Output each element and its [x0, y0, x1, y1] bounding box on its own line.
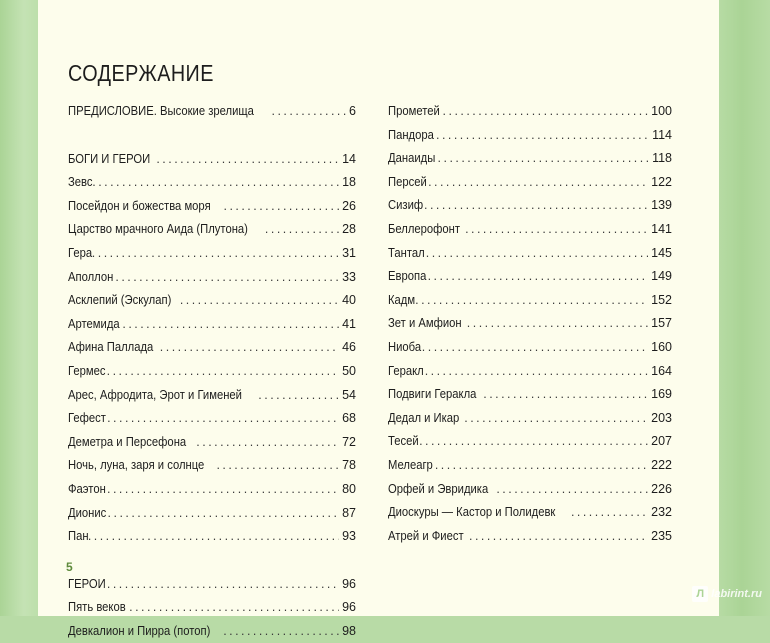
toc-leader-dots — [469, 525, 648, 549]
toc-entry — [388, 525, 672, 549]
toc-entry — [68, 148, 356, 172]
toc-entry — [68, 171, 356, 195]
toc-entry — [68, 336, 356, 360]
toc-entry-label: Беллерофонт — [388, 221, 461, 236]
toc-leader-dots — [443, 100, 649, 124]
toc-entry — [388, 407, 672, 431]
toc-leader-dots — [571, 501, 648, 525]
toc-leader-dots — [419, 430, 648, 454]
toc-leader-dots — [156, 148, 339, 172]
toc-entry-page: 139 — [651, 198, 672, 213]
toc-entry-page: 96 — [342, 576, 356, 591]
toc-entry-page: 160 — [651, 339, 672, 354]
toc-entry — [68, 525, 356, 549]
toc-entry — [68, 454, 356, 478]
toc-leader-dots — [160, 336, 339, 360]
toc-leader-dots — [435, 454, 648, 478]
toc-leader-dots — [436, 124, 649, 148]
toc-entry-label: Гермес — [68, 363, 106, 378]
toc-entry — [68, 266, 356, 290]
toc-entry-page: 87 — [342, 505, 356, 520]
toc-entry-label: Мелеагр — [388, 457, 433, 472]
toc-entry — [388, 147, 672, 171]
toc-entry — [388, 124, 672, 148]
toc-entry-page: 31 — [342, 245, 356, 260]
toc-entry-page: 235 — [651, 528, 672, 543]
toc-entry-page: 226 — [651, 481, 672, 496]
toc-leader-dots — [92, 171, 339, 195]
toc-entry-label: Пандора — [388, 127, 434, 142]
toc-entry-label: Тесей — [388, 434, 419, 449]
toc-entry-label: БОГИ И ГЕРОИ — [68, 151, 151, 166]
toc-entry-page: 54 — [342, 387, 356, 402]
toc-entry-page: 28 — [342, 222, 356, 237]
toc-entry — [388, 100, 672, 124]
toc-leader-dots — [107, 360, 339, 384]
toc-entry-page: 6 — [349, 104, 356, 118]
toc-entry-label: Дионис — [68, 505, 107, 520]
toc-entry — [388, 336, 672, 360]
toc-leader-dots — [438, 147, 650, 171]
watermark-text: labirint.ru — [711, 588, 762, 600]
page-number: 5 — [66, 560, 73, 574]
toc-entry — [388, 430, 672, 454]
toc-entry-label: Персей — [388, 174, 427, 189]
toc-entry — [388, 218, 672, 242]
toc-leader-dots — [223, 620, 339, 643]
toc-entry-page: 149 — [651, 269, 672, 284]
toc-leader-dots — [422, 336, 648, 360]
watermark-logo — [692, 586, 762, 602]
toc-leader-dots — [424, 194, 648, 218]
toc-leader-dots — [496, 478, 648, 502]
toc-entry-page: 114 — [652, 127, 672, 142]
toc-leader-dots — [467, 312, 648, 336]
toc-leader-dots — [92, 242, 339, 266]
toc-entry-label: Сизиф — [388, 198, 424, 213]
toc-entry-label: Девкалион и Пирра (потоп) — [68, 623, 211, 638]
toc-entry — [388, 265, 672, 289]
toc-gap — [68, 124, 356, 148]
toc-leader-dots — [426, 242, 648, 266]
toc-entry-label: Зет и Амфион — [388, 316, 462, 331]
toc-entry-label: Европа — [388, 269, 427, 284]
toc-entry-label: Кадм — [388, 292, 416, 307]
toc-entry-page: 141 — [651, 221, 672, 236]
toc-leader-dots — [107, 573, 339, 597]
toc-leader-dots — [415, 289, 648, 313]
toc-entry-page: 152 — [651, 292, 672, 307]
toc-entry — [68, 100, 356, 124]
toc-leader-dots — [428, 265, 649, 289]
toc-leader-dots — [483, 383, 648, 407]
toc-entry-page: 18 — [342, 175, 356, 190]
toc-entry-page: 40 — [342, 293, 356, 308]
toc-entry-page: 96 — [342, 600, 356, 615]
toc-entry-page: 232 — [651, 505, 672, 520]
toc-entry — [388, 383, 672, 407]
toc-leader-dots — [258, 384, 339, 408]
toc-entry-label: Гера — [68, 245, 93, 260]
toc-entry-label: Аполлон — [68, 269, 114, 284]
toc-entry-page: 78 — [342, 458, 356, 473]
toc-leader-dots — [196, 431, 339, 455]
toc-entry-page: 203 — [651, 410, 672, 425]
toc-entry-page: 41 — [342, 316, 356, 331]
toc-entry-page: 118 — [652, 151, 672, 166]
toc-entry-page: 122 — [651, 174, 672, 189]
toc-entry-page: 80 — [342, 481, 356, 496]
toc-entry — [68, 360, 356, 384]
toc-entry-label: Асклепий (Эскулап) — [68, 293, 172, 308]
toc-entry — [68, 195, 356, 219]
toc-entry — [388, 194, 672, 218]
toc-entry-label: Царство мрачного Аида (Плутона) — [68, 222, 248, 237]
toc-entry-page: 72 — [342, 434, 356, 449]
toc-entry — [68, 242, 356, 266]
toc-entry-label: Деметра и Персефона — [68, 434, 187, 449]
toc-leader-dots — [428, 171, 648, 195]
toc-leader-dots — [107, 478, 339, 502]
toc-leader-dots — [180, 289, 339, 313]
toc-entry — [68, 478, 356, 502]
toc-entry-page: 222 — [651, 457, 672, 472]
toc-entry-label: ГЕРОИ — [68, 576, 106, 591]
toc-entry — [388, 171, 672, 195]
toc-entry-label: Афина Паллада — [68, 340, 154, 355]
toc-leader-dots — [115, 266, 339, 290]
toc-entry-page: 164 — [651, 363, 672, 378]
toc-entry-page: 169 — [651, 387, 672, 402]
toc-entry-label: Артемида — [68, 316, 120, 331]
toc-entry — [68, 384, 356, 408]
book-page — [38, 0, 719, 638]
toc-leader-dots — [224, 195, 340, 219]
toc-leader-dots — [464, 407, 648, 431]
toc-entry-label: Орфей и Эвридика — [388, 481, 489, 496]
toc-entry-label: ПРЕДИСЛОВИЕ. Высокие зрелища — [68, 104, 254, 118]
toc-entry — [68, 407, 356, 431]
toc-entry-label: Диоскуры — Кастор и Полидевк — [388, 505, 556, 520]
toc-entry — [388, 360, 672, 384]
toc-entry — [388, 501, 672, 525]
toc-entry-page: 93 — [342, 529, 356, 544]
toc-entry — [68, 289, 356, 313]
toc-entry-label: Атрей и Фиест — [388, 528, 464, 543]
toc-entry — [388, 312, 672, 336]
toc-entry-page: 68 — [342, 411, 356, 426]
toc-entry — [68, 313, 356, 337]
toc-entry-label: Пан — [68, 529, 89, 544]
toc-leader-dots — [88, 525, 339, 549]
toc-leader-dots — [216, 454, 339, 478]
toc-entry-label: Геракл — [388, 363, 424, 378]
toc-leader-dots — [129, 596, 339, 620]
toc-entry — [388, 478, 672, 502]
toc-entry — [68, 573, 356, 597]
toc-entry-page: 157 — [651, 316, 672, 331]
toc-entry-page: 26 — [342, 198, 356, 213]
toc-entry-page: 145 — [651, 245, 672, 260]
toc-entry-label: Подвиги Геракла — [388, 387, 477, 402]
toc-entry-label: Зевс — [68, 175, 93, 190]
toc-gap — [68, 549, 356, 573]
toc-entry — [68, 502, 356, 526]
toc-leader-dots — [107, 407, 339, 431]
toc-entry-page: 50 — [342, 363, 356, 378]
toc-entry-label: Посейдон и божества моря — [68, 198, 211, 213]
toc-entry-label: Арес, Афродита, Эрот и Гименей — [68, 387, 242, 402]
toc-entry — [68, 218, 356, 242]
toc-leader-dots — [108, 502, 340, 526]
toc-entry-page: 100 — [651, 104, 672, 118]
toc-entry — [68, 596, 356, 620]
toc-leader-dots — [122, 313, 339, 337]
toc-entry-page: 33 — [342, 269, 356, 284]
toc-entry-page: 46 — [342, 340, 356, 355]
toc-leader-dots — [425, 360, 648, 384]
toc-leader-dots — [272, 100, 347, 124]
toc-entry-page: 207 — [651, 434, 672, 449]
toc-entry — [388, 289, 672, 313]
labirint-logo-icon: Л — [692, 586, 708, 602]
toc-leader-dots — [465, 218, 648, 242]
toc-entry — [388, 242, 672, 266]
toc-entry — [68, 431, 356, 455]
toc-entry-label: Прометей — [388, 104, 440, 118]
toc-column-right — [388, 100, 672, 548]
toc-entry-label: Дедал и Икар — [388, 410, 460, 425]
toc-column-left — [68, 100, 356, 643]
toc-leader-dots — [265, 218, 339, 242]
toc-entry-label: Данаиды — [388, 151, 436, 166]
toc-entry-page: 14 — [342, 151, 356, 166]
toc-entry — [68, 620, 356, 643]
toc-entry — [388, 454, 672, 478]
toc-entry-label: Ночь, луна, заря и солнце — [68, 458, 205, 473]
toc-entry-label: Ниоба — [388, 339, 422, 354]
toc-entry-label: Гефест — [68, 411, 106, 426]
toc-entry-label: Фаэтон — [68, 481, 106, 496]
toc-entry-label: Пять веков — [68, 600, 126, 615]
toc-entry-page: 98 — [342, 623, 356, 638]
page-title: СОДЕРЖАНИЕ — [68, 60, 214, 86]
toc-entry-label: Тантал — [388, 245, 425, 260]
